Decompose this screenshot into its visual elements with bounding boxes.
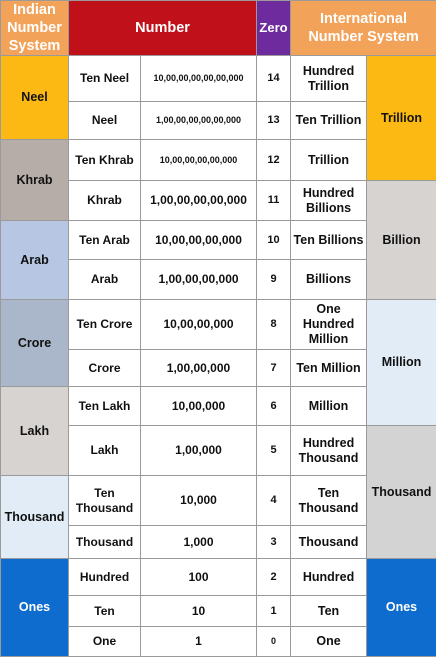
international-place-name: Trillion [291,140,367,181]
zero-count: 14 [257,56,291,102]
international-place-name: Ten Billions [291,221,367,260]
indian-place-name: Ten Arab [69,221,141,260]
zero-count: 5 [257,426,291,476]
zero-count: 1 [257,596,291,627]
group-khrab: Khrab [1,140,69,221]
indian-place-name: Arab [69,260,141,300]
number-value: 10,00,00,00,000 [141,221,257,260]
indian-place-name: Ten Lakh [69,387,141,426]
indian-place-name: Thousand [69,526,141,559]
number-value: 10 [141,596,257,627]
international-place-name: Ten [291,596,367,627]
indian-place-name: Ten Neel [69,56,141,102]
number-value: 10,00,00,00,00,00,000 [141,56,257,102]
international-place-name: Thousand [291,526,367,559]
intl-group-trillion: Trillion [367,56,436,181]
number-value: 10,00,00,00,00,000 [141,140,257,181]
zero-count: 7 [257,350,291,387]
number-value: 10,00,00,000 [141,300,257,350]
international-place-name: Hundred Thousand [291,426,367,476]
indian-place-name: Ten Crore [69,300,141,350]
number-value: 1,00,00,00,00,00,000 [141,102,257,140]
number-value: 1,00,000 [141,426,257,476]
indian-place-name: Ten [69,596,141,627]
intl-group-billion: Billion [367,181,436,300]
group-neel: Neel [1,56,69,140]
number-value: 100 [141,559,257,596]
number-value: 1 [141,627,257,657]
header-international-system: International Number System [291,1,436,56]
zero-count: 13 [257,102,291,140]
group-thousand: Thousand [1,476,69,559]
international-place-name: Million [291,387,367,426]
indian-place-name: Crore [69,350,141,387]
international-place-name: One [291,627,367,657]
international-place-name: Hundred Trillion [291,56,367,102]
indian-place-name: Hundred [69,559,141,596]
number-value: 1,000 [141,526,257,559]
international-place-name: Billions [291,260,367,300]
zero-count: 2 [257,559,291,596]
header-indian-system: Indian Number System [1,1,69,56]
number-value: 10,000 [141,476,257,526]
zero-count: 0 [257,627,291,657]
group-crore: Crore [1,300,69,387]
international-place-name: One Hundred Million [291,300,367,350]
number-value: 1,00,00,000 [141,350,257,387]
group-lakh: Lakh [1,387,69,476]
international-place-name: Ten Thousand [291,476,367,526]
indian-place-name: Ten Khrab [69,140,141,181]
zero-count: 4 [257,476,291,526]
international-place-name: Hundred [291,559,367,596]
indian-place-name: Neel [69,102,141,140]
zero-count: 11 [257,181,291,221]
indian-place-name: Khrab [69,181,141,221]
number-value: 1,00,00,00,000 [141,260,257,300]
intl-group-ones: Ones [367,559,436,657]
zero-count: 12 [257,140,291,181]
indian-place-name: One [69,627,141,657]
header-number: Number [69,1,257,56]
header-zero: Zero [257,1,291,56]
group-arab: Arab [1,221,69,300]
indian-place-name: Ten Thousand [69,476,141,526]
number-value: 1,00,00,00,00,000 [141,181,257,221]
group-ones: Ones [1,559,69,657]
zero-count: 8 [257,300,291,350]
international-place-name: Hundred Billions [291,181,367,221]
zero-count: 9 [257,260,291,300]
zero-count: 3 [257,526,291,559]
number-value: 10,00,000 [141,387,257,426]
international-place-name: Ten Million [291,350,367,387]
intl-group-million: Million [367,300,436,426]
indian-place-name: Lakh [69,426,141,476]
zero-count: 6 [257,387,291,426]
intl-group-thousand: Thousand [367,426,436,559]
zero-count: 10 [257,221,291,260]
international-place-name: Ten Trillion [291,102,367,140]
